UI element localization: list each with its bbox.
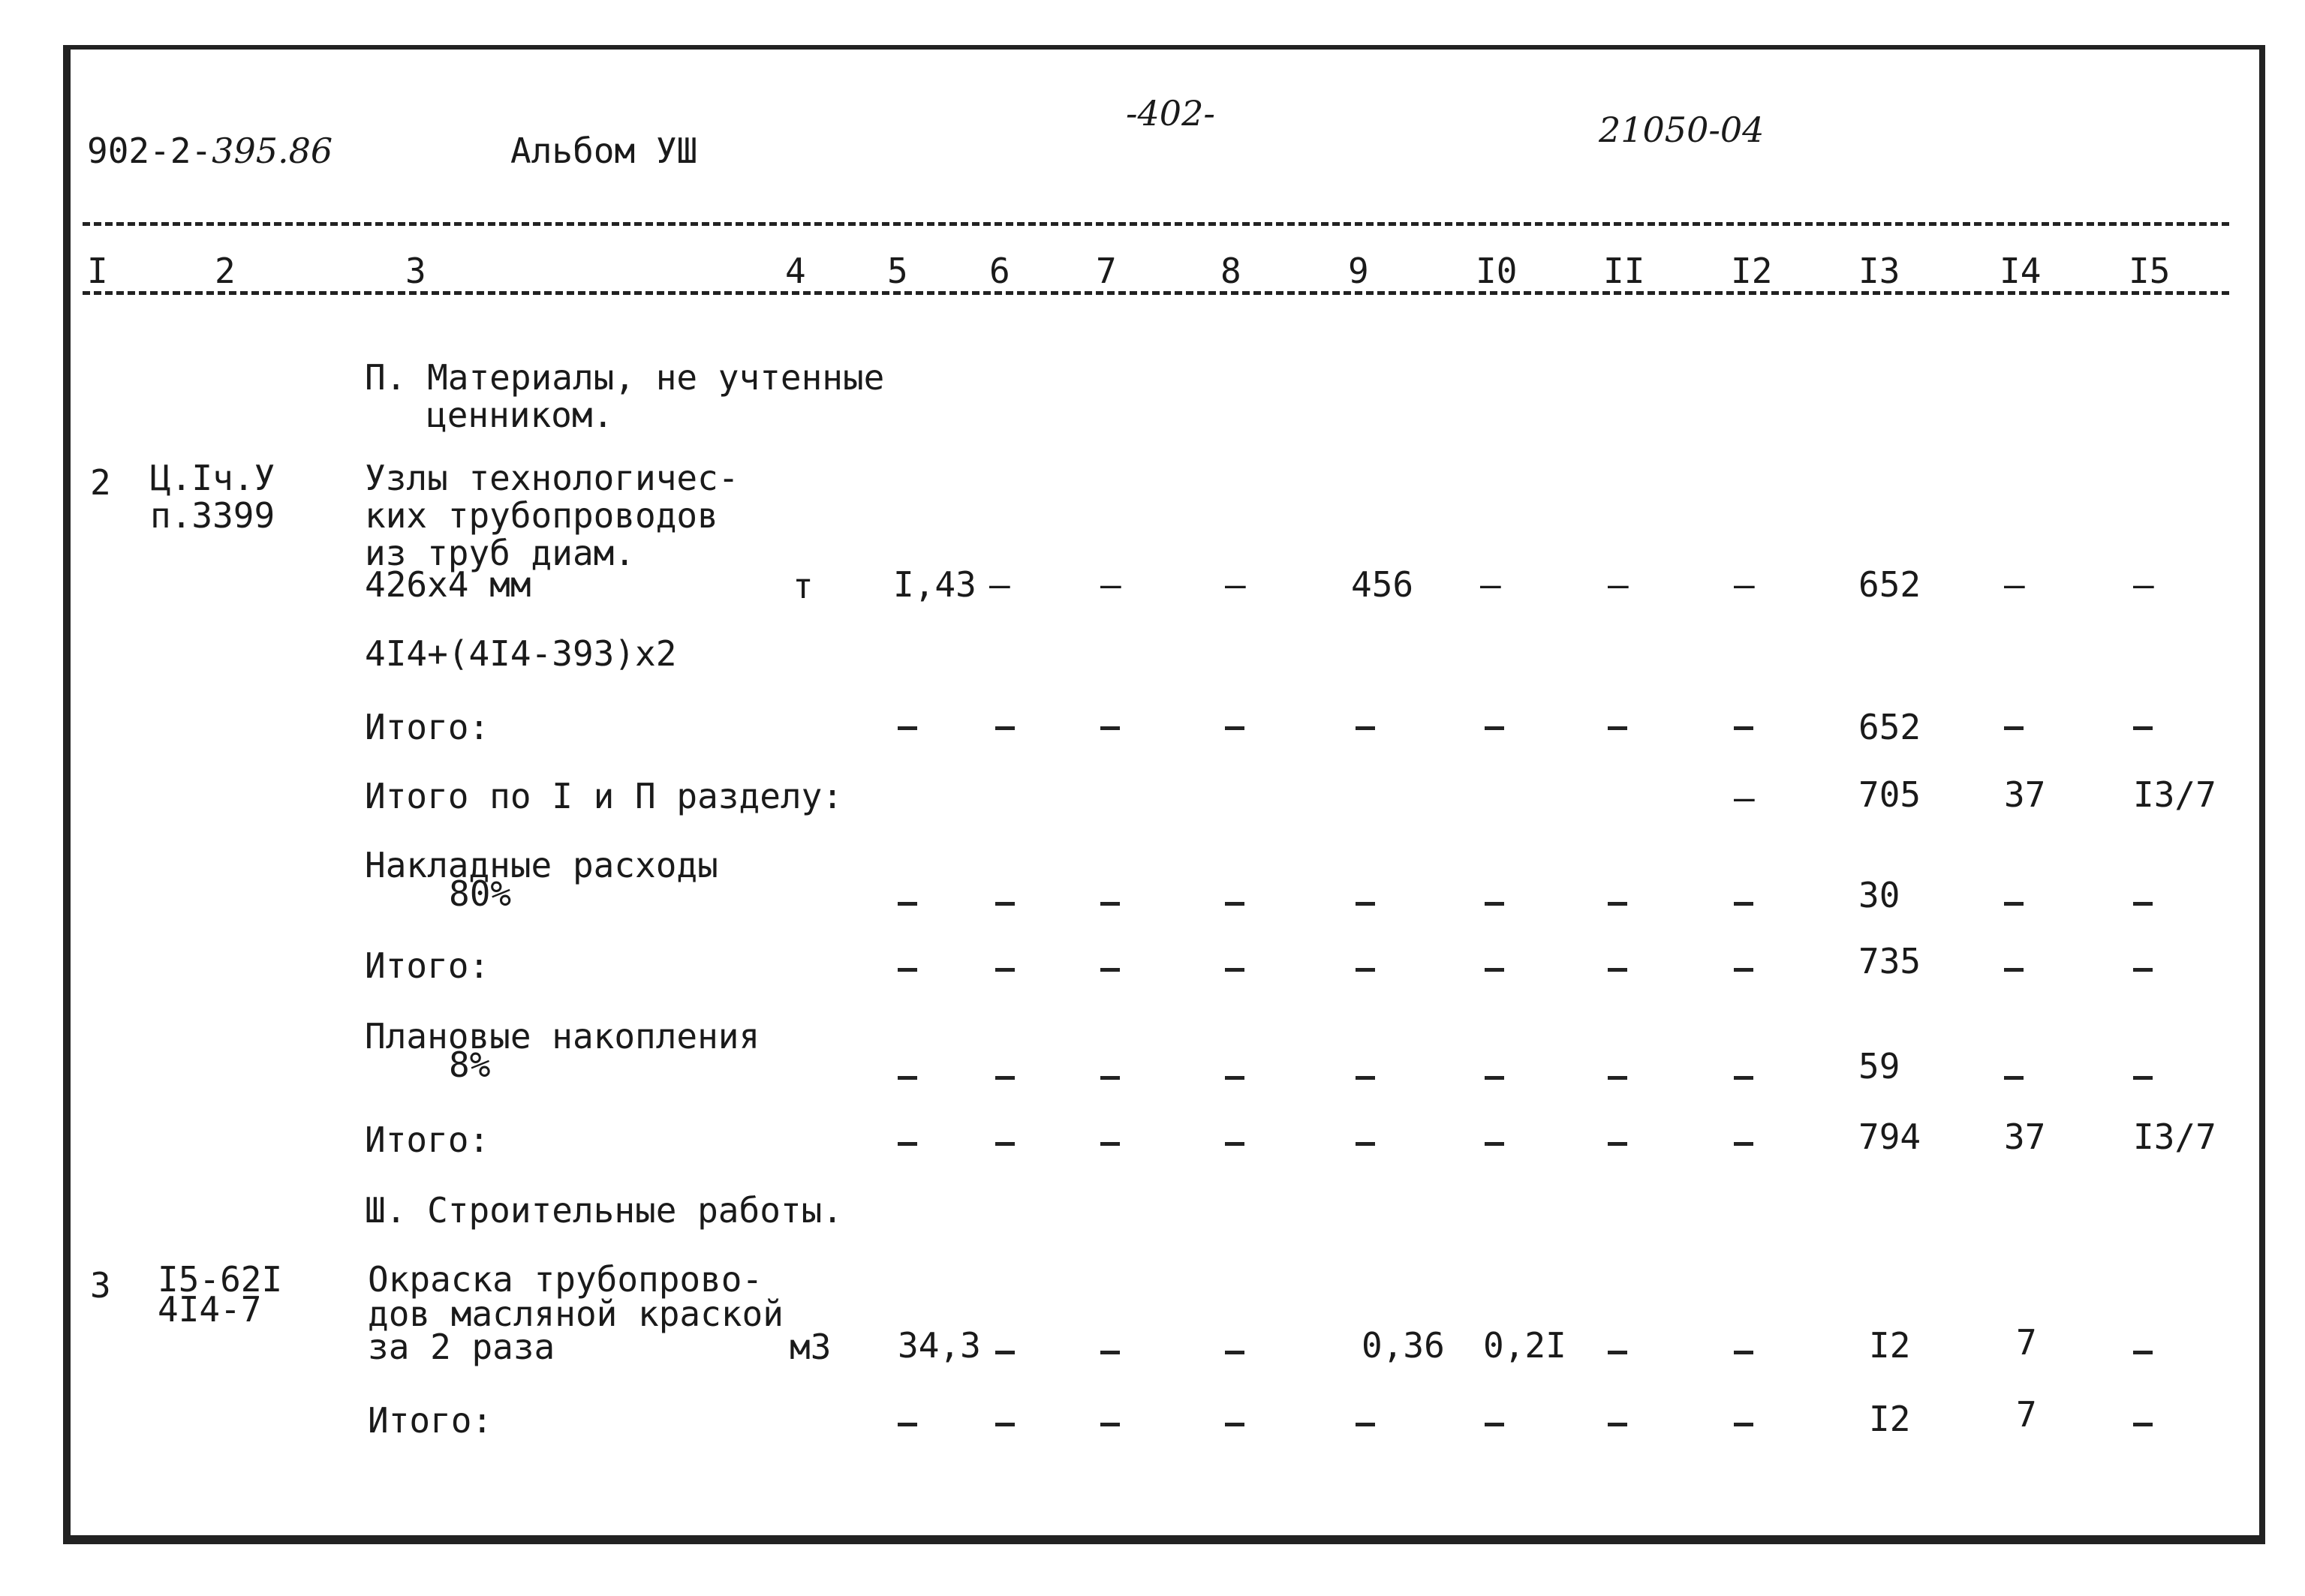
dash-mark	[995, 1423, 1015, 1426]
row-cell: I2	[1869, 1399, 1911, 1439]
col-10: I0	[1476, 251, 1518, 291]
row-cell: 59	[1858, 1046, 1900, 1087]
row-label: Итого:	[365, 707, 490, 747]
header-rule-bottom	[83, 291, 2229, 295]
col-8: 8	[1220, 251, 1241, 291]
dash-mark	[2133, 1076, 2153, 1080]
dash-mark	[2004, 1076, 2024, 1080]
dash-mark	[898, 726, 917, 730]
dash-mark	[898, 968, 917, 972]
dash-mark	[1485, 968, 1504, 972]
row-name: Окраска трубопрово-	[368, 1259, 763, 1300]
row-cell: –	[1734, 777, 1755, 818]
dash-mark	[1225, 1351, 1244, 1354]
dash-mark	[1608, 1423, 1627, 1426]
row-cell: –	[1734, 564, 1755, 605]
dash-mark	[1100, 726, 1120, 730]
row-name: 426х4 мм	[365, 564, 531, 605]
col-15: I5	[2129, 251, 2171, 291]
col-2: 2	[215, 251, 236, 291]
row-cell: 37	[2004, 774, 2046, 815]
row-code: 4I4-7	[158, 1289, 262, 1330]
row-cell: –	[2004, 564, 2025, 605]
dash-mark	[1356, 902, 1375, 906]
col-4: 4	[785, 251, 806, 291]
page-number: -402-	[1126, 93, 1215, 134]
dash-mark	[1100, 902, 1120, 906]
dash-mark	[1100, 1076, 1120, 1080]
header-rule-top	[83, 222, 2229, 226]
dash-mark	[898, 902, 917, 906]
dash-mark	[1225, 902, 1244, 906]
dash-mark	[2004, 968, 2024, 972]
dash-mark	[1734, 1423, 1753, 1426]
col-9: 9	[1348, 251, 1369, 291]
dash-mark	[1734, 968, 1753, 972]
row-cell: I3/7	[2133, 1117, 2216, 1157]
dash-mark	[995, 1351, 1015, 1354]
dash-mark	[2133, 968, 2153, 972]
row-name: Узлы технологичес-	[365, 458, 739, 498]
dash-mark	[2133, 726, 2153, 730]
dash-mark	[2133, 1351, 2153, 1354]
dash-mark	[1356, 1076, 1375, 1080]
row-cell: 705	[1858, 774, 1921, 815]
row-cell: 37	[2004, 1117, 2046, 1157]
dash-mark	[1485, 1076, 1504, 1080]
row-cell: –	[1100, 564, 1121, 605]
row-code: I5-62I	[158, 1259, 283, 1300]
dash-mark	[1734, 726, 1753, 730]
row-label: Накладные расходы	[365, 845, 718, 885]
section-2-title-line1: П. Материалы, не учтенные	[365, 357, 885, 398]
row-cell: 652	[1858, 707, 1921, 747]
dash-mark	[1734, 1142, 1753, 1146]
dash-mark	[1356, 726, 1375, 730]
row-cell: 7	[2016, 1322, 2037, 1363]
dash-mark	[1608, 902, 1627, 906]
dash-mark	[1485, 1142, 1504, 1146]
dash-mark	[995, 726, 1015, 730]
col-5: 5	[887, 251, 908, 291]
dash-mark	[1608, 1142, 1627, 1146]
row-name: дов масляной краской	[368, 1294, 784, 1334]
dash-mark	[2133, 902, 2153, 906]
dash-mark	[1225, 1423, 1244, 1426]
sheet-code: 21050-04	[1599, 110, 1765, 150]
row-label: 80%	[449, 873, 512, 914]
dash-mark	[2004, 902, 2024, 906]
doc-code: 902-2-395.86	[87, 131, 333, 171]
dash-mark	[1225, 968, 1244, 972]
dash-mark	[1734, 1076, 1753, 1080]
dash-mark	[1356, 968, 1375, 972]
row-cell: I3/7	[2133, 774, 2216, 815]
row-cell: 794	[1858, 1117, 1921, 1157]
row-name: ких трубопроводов	[365, 495, 718, 536]
row-cell: I2	[1869, 1325, 1911, 1366]
dash-mark	[1485, 1423, 1504, 1426]
dash-mark	[1100, 1423, 1120, 1426]
row-cell: 7	[2016, 1394, 2037, 1435]
row-unit: т	[793, 566, 814, 606]
dash-mark	[995, 1142, 1015, 1146]
dash-mark	[1356, 1142, 1375, 1146]
dash-mark	[995, 1076, 1015, 1080]
dash-mark	[1608, 968, 1627, 972]
dash-mark	[1608, 726, 1627, 730]
dash-mark	[1485, 726, 1504, 730]
album-label: Альбом УШ	[510, 131, 698, 171]
col-3: 3	[405, 251, 426, 291]
col-7: 7	[1096, 251, 1117, 291]
row-cell: 0,2I	[1483, 1325, 1566, 1366]
row-cell: –	[1608, 564, 1629, 605]
row-label: Итого по I и П разделу:	[365, 776, 843, 816]
col-11: II	[1603, 251, 1645, 291]
row-cell: 456	[1351, 564, 1414, 605]
row-qty: I,43	[893, 564, 976, 605]
dash-mark	[898, 1142, 917, 1146]
row-name: из труб диам.	[365, 533, 636, 573]
row-label: Итого:	[368, 1400, 493, 1441]
row-label: Итого:	[365, 1120, 490, 1160]
row-cell: –	[2133, 564, 2154, 605]
dash-mark	[1100, 1142, 1120, 1146]
row-label: 8%	[449, 1044, 491, 1085]
dash-mark	[2133, 1423, 2153, 1426]
dash-mark	[1225, 726, 1244, 730]
dash-mark	[1608, 1351, 1627, 1354]
row-cell: 0,36	[1362, 1325, 1445, 1366]
col-12: I2	[1731, 251, 1773, 291]
row-label: Итого:	[365, 945, 490, 986]
row-cell: –	[1225, 564, 1246, 605]
row-code: Ц.Iч.У	[150, 458, 275, 498]
col-1: I	[87, 251, 108, 291]
dash-mark	[1100, 968, 1120, 972]
row-cell: 652	[1858, 564, 1921, 605]
col-13: I3	[1858, 251, 1900, 291]
row-name: за 2 раза	[368, 1327, 555, 1367]
row-cell: –	[1480, 564, 1501, 605]
dash-mark	[1356, 1423, 1375, 1426]
row-unit: м3	[790, 1327, 832, 1367]
dash-mark	[1734, 902, 1753, 906]
dash-mark	[995, 902, 1015, 906]
dash-mark	[995, 968, 1015, 972]
dash-mark	[898, 1076, 917, 1080]
row-qty: 34,3	[898, 1325, 981, 1366]
col-14: I4	[2000, 251, 2042, 291]
col-6: 6	[989, 251, 1010, 291]
dash-mark	[2004, 726, 2024, 730]
row-label: Плановые накопления	[365, 1016, 760, 1056]
row-cell: 30	[1858, 875, 1900, 915]
row-cell: 735	[1858, 941, 1921, 981]
dash-mark	[1100, 1351, 1120, 1354]
dash-mark	[1485, 902, 1504, 906]
row-code: п.3399	[150, 495, 275, 536]
row-number: 2	[90, 462, 111, 503]
row-formula: 4I4+(4I4-393)х2	[365, 633, 677, 674]
section-2-title-line2: ценником.	[426, 395, 614, 435]
row-number: 3	[90, 1265, 111, 1306]
dash-mark	[1225, 1142, 1244, 1146]
row-cell: –	[989, 564, 1010, 605]
dash-mark	[1734, 1351, 1753, 1354]
section-3-title: Ш. Строительные работы.	[365, 1190, 843, 1231]
dash-mark	[1608, 1076, 1627, 1080]
dash-mark	[1225, 1076, 1244, 1080]
dash-mark	[898, 1423, 917, 1426]
